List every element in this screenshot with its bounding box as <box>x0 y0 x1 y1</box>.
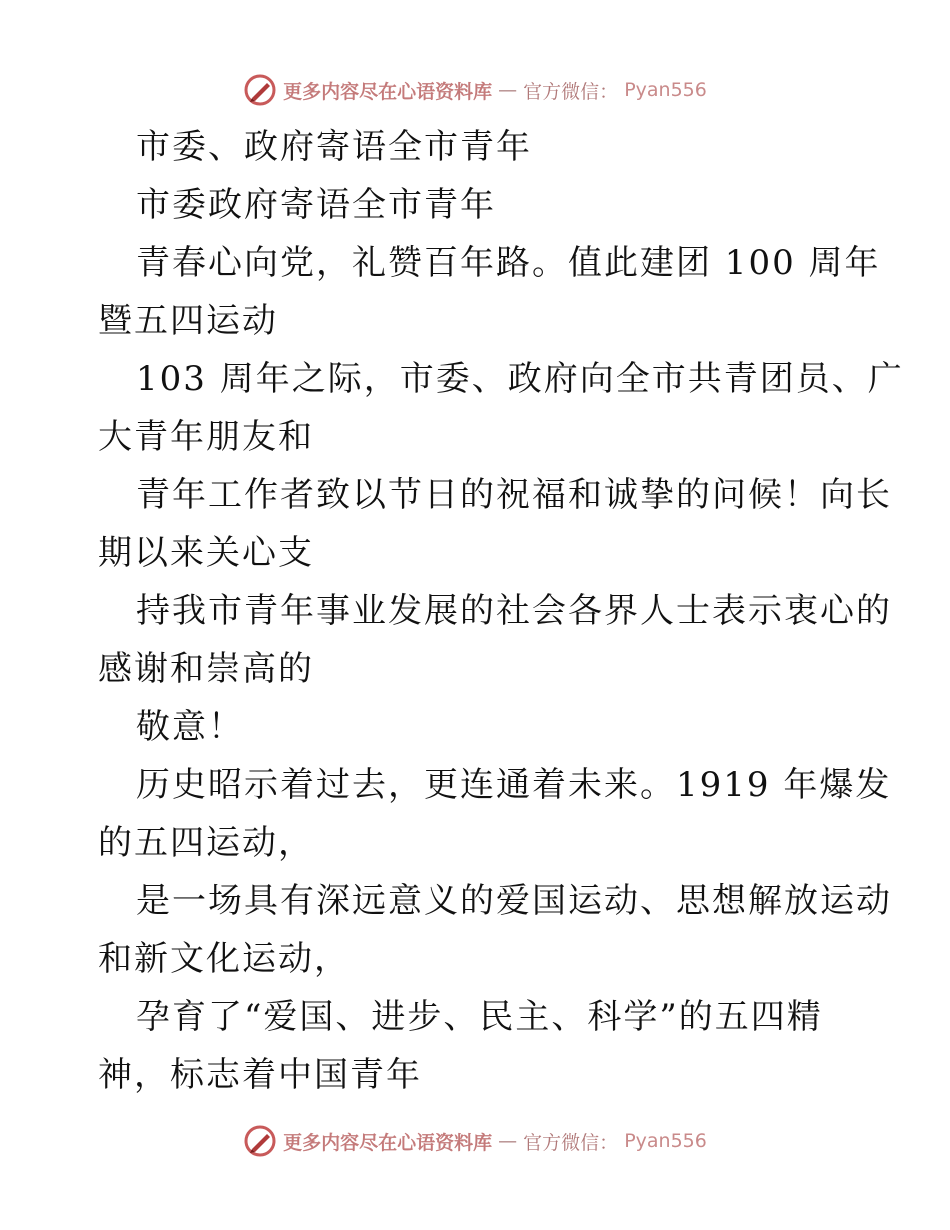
text-line: 历史昭示着过去，更连通着未来。1919 年爆发 <box>136 765 892 805</box>
text-line: 期以来关心支 <box>98 533 314 573</box>
text-line: 市委、政府寄语全市青年 <box>136 127 532 167</box>
watermark-official-label: 官方微信： <box>523 1131 619 1154</box>
document-body <box>98 118 904 1104</box>
text-line: 敬意！ <box>136 707 244 747</box>
text-line: 神，标志着中国青年 <box>98 1055 422 1095</box>
watermark-separator: — <box>498 1130 518 1152</box>
text-line: 暨五四运动 <box>98 301 278 341</box>
text-line: 孕育了“爱国、进步、民主、科学”的五四精 <box>136 997 823 1037</box>
text-line: 和新文化运动， <box>98 939 350 979</box>
pen-logo-icon <box>243 73 277 107</box>
text-line: 是一场具有深远意义的爱国运动、思想解放运动 <box>136 881 892 921</box>
text-line: 持我市青年事业发展的社会各界人士表示衷心的 <box>136 591 892 631</box>
text-line: 的五四运动， <box>98 823 314 863</box>
pen-logo-icon <box>243 1124 277 1158</box>
footer-watermark <box>0 1121 950 1161</box>
text-line: 青年工作者致以节日的祝福和诚挚的问候！向长 <box>136 475 892 515</box>
header-watermark <box>0 70 950 110</box>
text-line: 市委政府寄语全市青年 <box>136 185 496 225</box>
text-line: 103 周年之际，市委、政府向全市共青团员、广 <box>136 359 904 399</box>
text-line: 感谢和崇高的 <box>98 649 314 689</box>
watermark-separator: — <box>498 79 518 101</box>
text-line: 青春心向党，礼赞百年路。值此建团 100 周年 <box>136 243 881 283</box>
watermark-wechat-id: Pyan556 <box>624 79 707 101</box>
watermark-official-label: 官方微信： <box>523 80 619 103</box>
watermark-wechat-id: Pyan556 <box>624 1130 707 1152</box>
watermark-brand: 更多内容尽在心语资料库 <box>283 80 493 103</box>
watermark-brand: 更多内容尽在心语资料库 <box>283 1131 493 1154</box>
text-line: 大青年朋友和 <box>98 417 314 457</box>
